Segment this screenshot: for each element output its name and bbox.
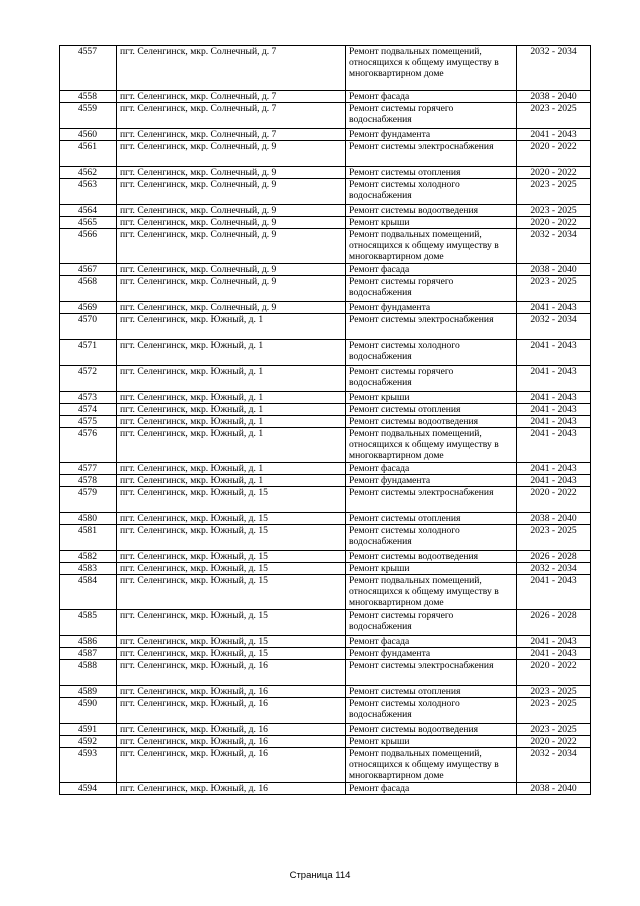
row-work: Ремонт системы горячего водоснабжения [346, 103, 517, 129]
row-work: Ремонт фундамента [346, 475, 517, 487]
row-work: Ремонт фасада [346, 264, 517, 276]
table-row [60, 340, 591, 366]
row-number: 4585 [60, 610, 117, 636]
row-work: Ремонт системы отопления [346, 404, 517, 416]
row-number: 4559 [60, 103, 117, 129]
row-work: Ремонт крыши [346, 217, 517, 229]
table-row [60, 724, 591, 736]
table-row [60, 276, 591, 302]
row-period: 2023 - 2025 [517, 698, 591, 724]
row-address: пгт. Селенгинск, мкр. Южный, д. 15 [117, 563, 346, 575]
row-number: 4589 [60, 686, 117, 698]
row-period: 2026 - 2028 [517, 551, 591, 563]
row-number: 4575 [60, 416, 117, 428]
row-number: 4566 [60, 229, 117, 264]
works-table-body [60, 46, 591, 795]
table-row [60, 404, 591, 416]
row-period: 2038 - 2040 [517, 264, 591, 276]
row-number: 4558 [60, 91, 117, 103]
row-work: Ремонт системы холодного водоснабжения [346, 179, 517, 205]
row-work: Ремонт подвальных помещений, относящихся к общему имуществу в многоквартирном доме [346, 428, 517, 463]
row-number: 4581 [60, 525, 117, 551]
table-row [60, 416, 591, 428]
row-address: пгт. Селенгинск, мкр. Южный, д. 1 [117, 463, 346, 475]
row-work: Ремонт системы холодного водоснабжения [346, 340, 517, 366]
row-period: 2041 - 2043 [517, 392, 591, 404]
row-period: 2041 - 2043 [517, 302, 591, 314]
table-row [60, 563, 591, 575]
row-period: 2023 - 2025 [517, 103, 591, 129]
row-work: Ремонт системы электроснабжения [346, 487, 517, 513]
table-row [60, 783, 591, 795]
row-number: 4593 [60, 748, 117, 783]
works-table [59, 45, 591, 795]
row-number: 4587 [60, 648, 117, 660]
row-number: 4562 [60, 167, 117, 179]
table-row [60, 513, 591, 525]
row-period: 2041 - 2043 [517, 416, 591, 428]
row-address: пгт. Селенгинск, мкр. Южный, д. 16 [117, 724, 346, 736]
row-period: 2026 - 2028 [517, 610, 591, 636]
row-period: 2020 - 2022 [517, 487, 591, 513]
row-address: пгт. Селенгинск, мкр. Солнечный, д. 9 [117, 264, 346, 276]
row-period: 2023 - 2025 [517, 276, 591, 302]
row-work: Ремонт крыши [346, 736, 517, 748]
row-number: 4561 [60, 141, 117, 167]
row-address: пгт. Селенгинск, мкр. Южный, д. 16 [117, 783, 346, 795]
row-work: Ремонт фундамента [346, 302, 517, 314]
table-row [60, 205, 591, 217]
row-address: пгт. Селенгинск, мкр. Солнечный, д. 9 [117, 167, 346, 179]
row-work: Ремонт системы водоотведения [346, 205, 517, 217]
table-row [60, 525, 591, 551]
row-number: 4594 [60, 783, 117, 795]
row-address: пгт. Селенгинск, мкр. Южный, д. 15 [117, 525, 346, 551]
row-number: 4582 [60, 551, 117, 563]
row-number: 4571 [60, 340, 117, 366]
row-period: 2020 - 2022 [517, 167, 591, 179]
row-work: Ремонт системы холодного водоснабжения [346, 525, 517, 551]
row-address: пгт. Селенгинск, мкр. Южный, д. 16 [117, 660, 346, 686]
row-period: 2038 - 2040 [517, 783, 591, 795]
table-row [60, 475, 591, 487]
row-address: пгт. Селенгинск, мкр. Солнечный, д. 9 [117, 205, 346, 217]
row-work: Ремонт фасада [346, 91, 517, 103]
row-period: 2041 - 2043 [517, 366, 591, 392]
row-period: 2041 - 2043 [517, 340, 591, 366]
row-address: пгт. Селенгинск, мкр. Южный, д. 15 [117, 648, 346, 660]
row-period: 2041 - 2043 [517, 463, 591, 475]
row-period: 2032 - 2034 [517, 748, 591, 783]
row-period: 2038 - 2040 [517, 91, 591, 103]
table-row [60, 551, 591, 563]
row-address: пгт. Селенгинск, мкр. Южный, д. 15 [117, 487, 346, 513]
row-address: пгт. Селенгинск, мкр. Солнечный, д. 9 [117, 179, 346, 205]
row-address: пгт. Селенгинск, мкр. Солнечный, д. 9 [117, 276, 346, 302]
row-address: пгт. Селенгинск, мкр. Южный, д. 15 [117, 513, 346, 525]
row-work: Ремонт системы холодного водоснабжения [346, 698, 517, 724]
row-number: 4578 [60, 475, 117, 487]
table-row [60, 660, 591, 686]
row-work: Ремонт системы водоотведения [346, 551, 517, 563]
row-work: Ремонт системы отопления [346, 686, 517, 698]
row-work: Ремонт подвальных помещений, относящихся к общему имуществу в многоквартирном доме [346, 575, 517, 610]
table-row [60, 575, 591, 610]
row-address: пгт. Селенгинск, мкр. Южный, д. 1 [117, 475, 346, 487]
row-address: пгт. Селенгинск, мкр. Южный, д. 1 [117, 392, 346, 404]
row-number: 4588 [60, 660, 117, 686]
row-number: 4560 [60, 129, 117, 141]
row-period: 2023 - 2025 [517, 686, 591, 698]
row-work: Ремонт фундамента [346, 648, 517, 660]
row-number: 4569 [60, 302, 117, 314]
page-number: Страница 114 [289, 870, 351, 881]
row-address: пгт. Селенгинск, мкр. Южный, д. 15 [117, 636, 346, 648]
row-number: 4584 [60, 575, 117, 610]
row-work: Ремонт подвальных помещений, относящихся к общему имуществу в многоквартирном доме [346, 229, 517, 264]
row-address: пгт. Селенгинск, мкр. Солнечный, д. 7 [117, 129, 346, 141]
row-period: 2041 - 2043 [517, 428, 591, 463]
row-period: 2023 - 2025 [517, 205, 591, 217]
table-row [60, 610, 591, 636]
row-period: 2020 - 2022 [517, 217, 591, 229]
row-period: 2020 - 2022 [517, 141, 591, 167]
row-period: 2032 - 2034 [517, 563, 591, 575]
row-period: 2020 - 2022 [517, 660, 591, 686]
row-number: 4592 [60, 736, 117, 748]
table-row [60, 392, 591, 404]
row-address: пгт. Селенгинск, мкр. Южный, д. 16 [117, 748, 346, 783]
row-work: Ремонт фундамента [346, 129, 517, 141]
row-number: 4574 [60, 404, 117, 416]
row-period: 2032 - 2034 [517, 229, 591, 264]
row-work: Ремонт подвальных помещений, относящихся к общему имуществу в многоквартирном доме [346, 748, 517, 783]
table-row [60, 463, 591, 475]
row-number: 4572 [60, 366, 117, 392]
row-number: 4573 [60, 392, 117, 404]
table-row [60, 302, 591, 314]
table-row [60, 179, 591, 205]
row-period: 2020 - 2022 [517, 736, 591, 748]
row-work: Ремонт системы водоотведения [346, 724, 517, 736]
row-period: 2041 - 2043 [517, 636, 591, 648]
row-number: 4567 [60, 264, 117, 276]
table-row [60, 428, 591, 463]
row-period: 2023 - 2025 [517, 724, 591, 736]
row-number: 4590 [60, 698, 117, 724]
table-row [60, 698, 591, 724]
row-address: пгт. Селенгинск, мкр. Южный, д. 16 [117, 698, 346, 724]
row-period: 2041 - 2043 [517, 404, 591, 416]
row-address: пгт. Селенгинск, мкр. Южный, д. 1 [117, 340, 346, 366]
row-period: 2032 - 2034 [517, 314, 591, 340]
row-address: пгт. Селенгинск, мкр. Южный, д. 1 [117, 314, 346, 340]
table-row [60, 648, 591, 660]
row-work: Ремонт системы электроснабжения [346, 314, 517, 340]
row-address: пгт. Селенгинск, мкр. Солнечный, д. 9 [117, 229, 346, 264]
row-work: Ремонт фасада [346, 783, 517, 795]
row-address: пгт. Селенгинск, мкр. Южный, д. 15 [117, 610, 346, 636]
table-row [60, 748, 591, 783]
row-work: Ремонт системы электроснабжения [346, 660, 517, 686]
table-row [60, 129, 591, 141]
row-work: Ремонт системы отопления [346, 167, 517, 179]
row-address: пгт. Селенгинск, мкр. Солнечный, д. 7 [117, 103, 346, 129]
row-number: 4568 [60, 276, 117, 302]
row-number: 4586 [60, 636, 117, 648]
row-period: 2041 - 2043 [517, 575, 591, 610]
row-work: Ремонт фасада [346, 636, 517, 648]
table-row [60, 686, 591, 698]
table-row [60, 217, 591, 229]
row-period: 2038 - 2040 [517, 513, 591, 525]
table-row [60, 366, 591, 392]
table-row [60, 636, 591, 648]
table-row [60, 46, 591, 91]
table-row [60, 736, 591, 748]
row-address: пгт. Селенгинск, мкр. Солнечный, д. 9 [117, 217, 346, 229]
row-period: 2041 - 2043 [517, 129, 591, 141]
table-row [60, 91, 591, 103]
table-row [60, 167, 591, 179]
row-work: Ремонт системы электроснабжения [346, 141, 517, 167]
row-address: пгт. Селенгинск, мкр. Солнечный, д. 7 [117, 91, 346, 103]
row-work: Ремонт системы водоотведения [346, 416, 517, 428]
row-number: 4564 [60, 205, 117, 217]
row-address: пгт. Селенгинск, мкр. Южный, д. 15 [117, 575, 346, 610]
row-address: пгт. Селенгинск, мкр. Солнечный, д. 7 [117, 46, 346, 91]
row-number: 4591 [60, 724, 117, 736]
row-number: 4565 [60, 217, 117, 229]
table-row [60, 487, 591, 513]
table-row [60, 141, 591, 167]
table-row [60, 229, 591, 264]
row-address: пгт. Селенгинск, мкр. Солнечный, д. 9 [117, 141, 346, 167]
row-period: 2023 - 2025 [517, 525, 591, 551]
row-number: 4563 [60, 179, 117, 205]
row-number: 4570 [60, 314, 117, 340]
row-address: пгт. Селенгинск, мкр. Южный, д. 1 [117, 428, 346, 463]
row-work: Ремонт системы горячего водоснабжения [346, 276, 517, 302]
row-number: 4557 [60, 46, 117, 91]
table-row [60, 103, 591, 129]
row-number: 4579 [60, 487, 117, 513]
row-work: Ремонт крыши [346, 392, 517, 404]
row-work: Ремонт системы горячего водоснабжения [346, 366, 517, 392]
row-number: 4576 [60, 428, 117, 463]
row-work: Ремонт крыши [346, 563, 517, 575]
row-address: пгт. Селенгинск, мкр. Южный, д. 15 [117, 551, 346, 563]
row-period: 2023 - 2025 [517, 179, 591, 205]
row-address: пгт. Селенгинск, мкр. Южный, д. 16 [117, 736, 346, 748]
row-period: 2032 - 2034 [517, 46, 591, 91]
row-number: 4583 [60, 563, 117, 575]
row-number: 4580 [60, 513, 117, 525]
row-address: пгт. Селенгинск, мкр. Южный, д. 1 [117, 366, 346, 392]
row-work: Ремонт фасада [346, 463, 517, 475]
row-number: 4577 [60, 463, 117, 475]
row-work: Ремонт системы отопления [346, 513, 517, 525]
row-address: пгт. Селенгинск, мкр. Южный, д. 1 [117, 404, 346, 416]
table-row [60, 314, 591, 340]
row-address: пгт. Селенгинск, мкр. Солнечный, д. 9 [117, 302, 346, 314]
row-period: 2041 - 2043 [517, 475, 591, 487]
table-row [60, 264, 591, 276]
row-address: пгт. Селенгинск, мкр. Южный, д. 16 [117, 686, 346, 698]
row-period: 2041 - 2043 [517, 648, 591, 660]
row-work: Ремонт системы горячего водоснабжения [346, 610, 517, 636]
row-address: пгт. Селенгинск, мкр. Южный, д. 1 [117, 416, 346, 428]
row-work: Ремонт подвальных помещений, относящихся к общему имуществу в многоквартирном доме [346, 46, 517, 91]
